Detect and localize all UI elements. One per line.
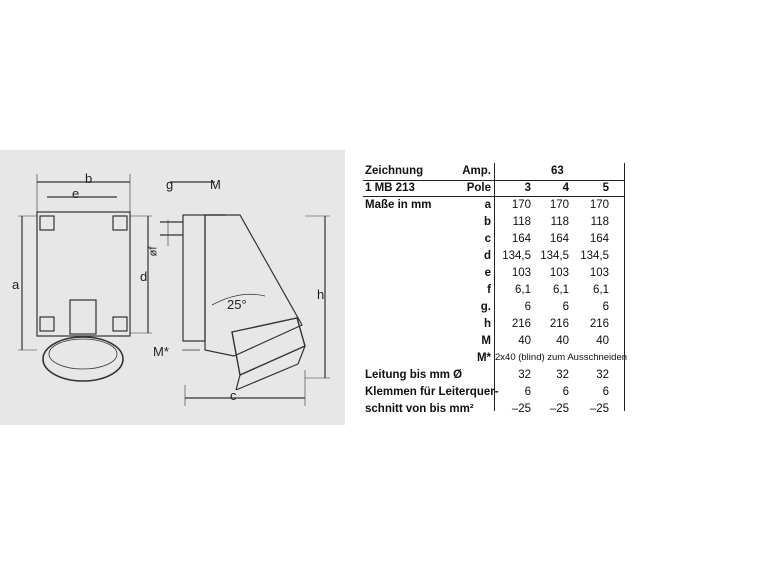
side-housing [205,215,302,356]
model-label: 1 MB 213 [365,182,415,194]
row-value: 6 [562,386,569,398]
dim-label-g: g [166,177,174,192]
row-value: 118 [590,216,609,228]
table-row [363,282,625,298]
row-value: 103 [589,267,609,279]
mounting-hole-tr [113,216,127,230]
row-value: 103 [549,267,569,279]
row-value: –25 [549,403,569,415]
row-sub: M* [476,352,491,364]
row-sub: b [483,216,491,228]
dim-label-M: M [210,177,221,192]
row-sub: g. [480,301,491,313]
row-value: 118 [550,216,569,228]
row-sub: a [484,199,491,211]
mounting-hole-bl [40,317,54,331]
socket-lid [43,337,123,381]
masse-label: Maße in mm [365,199,432,211]
row-value: 134,5 [540,250,569,262]
amp-value: 63 [551,165,564,177]
pole-value: 3 [524,182,531,194]
row-value: 32 [556,369,569,381]
row-value: 170 [511,199,531,211]
row-value: 164 [511,233,531,245]
row-value: 170 [589,199,609,211]
header-row-2 [363,180,625,196]
table-row [363,248,625,264]
table-row [363,265,625,281]
row-sub: M [481,335,491,347]
row-value: 103 [511,267,531,279]
row-value: 6 [524,386,531,398]
amp-label: Amp. [462,165,491,177]
row-sub: e [484,267,491,279]
row-value: 6,1 [553,284,569,296]
socket-neck [70,300,96,334]
row-value: 6 [562,301,569,313]
row-sub: c [484,233,491,245]
table-row-leitung [363,367,625,383]
table-row-mstar [363,350,628,366]
wall-plate [183,215,205,341]
row-value: 164 [549,233,569,245]
row-value: 40 [556,335,569,347]
socket-side [232,318,305,375]
row-value: 6 [602,386,609,398]
mounting-hole-tl [40,216,54,230]
row-sub: f [487,284,491,296]
row-value: 170 [549,199,569,211]
klemmen-label-1: Klemmen für Leiterquer- [365,386,499,398]
leitung-label: Leitung bis mm Ø [365,369,463,381]
header-row-1 [363,163,625,179]
row-value: 134,5 [502,250,531,262]
pole-value: 5 [602,182,609,194]
row-value: 216 [589,318,609,330]
row-value: 6,1 [515,284,531,296]
row-value: –25 [511,403,531,415]
table-row-klemmen2 [363,401,625,417]
table-row [363,197,625,213]
table-row [363,214,625,230]
table-row [363,299,625,315]
dim-label-a: a [12,277,20,292]
row-sub: h [483,318,491,330]
row-value: 32 [596,369,609,381]
row-value: 32 [518,369,531,381]
technical-drawing [0,150,345,425]
klemmen-label-2: schnitt von bis mm² [365,403,474,415]
row-value: –25 [589,403,609,415]
table-row [363,231,625,247]
dim-label-M-star: M* [153,344,169,359]
row-value: 40 [596,335,609,347]
dim-label-b: b [85,171,93,186]
table-row [363,333,625,349]
row-value: 164 [589,233,609,245]
row-value: 6 [524,301,531,313]
row-value: 6,1 [593,284,609,296]
dim-label-phi-f: øf [147,246,160,257]
row-value: 40 [518,335,531,347]
dim-label-e: e [72,186,80,201]
pole-label: Pole [466,182,491,194]
row-value: 216 [511,318,531,330]
dim-label-d: d [140,269,148,284]
dim-label-c: c [230,388,237,403]
row-sub: d [483,250,491,262]
table-row [363,316,625,332]
row-value: 216 [549,318,569,330]
row-value: 6 [602,301,609,313]
row-value: 118 [512,216,531,228]
row-value: 134,5 [580,250,609,262]
mstar-value: 2x40 (blind) zum Ausschneiden [495,352,628,363]
pole-value: 4 [562,182,569,194]
mounting-hole-br [113,317,127,331]
dim-label-angle: 25° [227,297,247,312]
zeichnung-label: Zeichnung [365,165,424,177]
table-row-klemmen1 [363,384,625,400]
dim-label-h: h [317,287,325,302]
